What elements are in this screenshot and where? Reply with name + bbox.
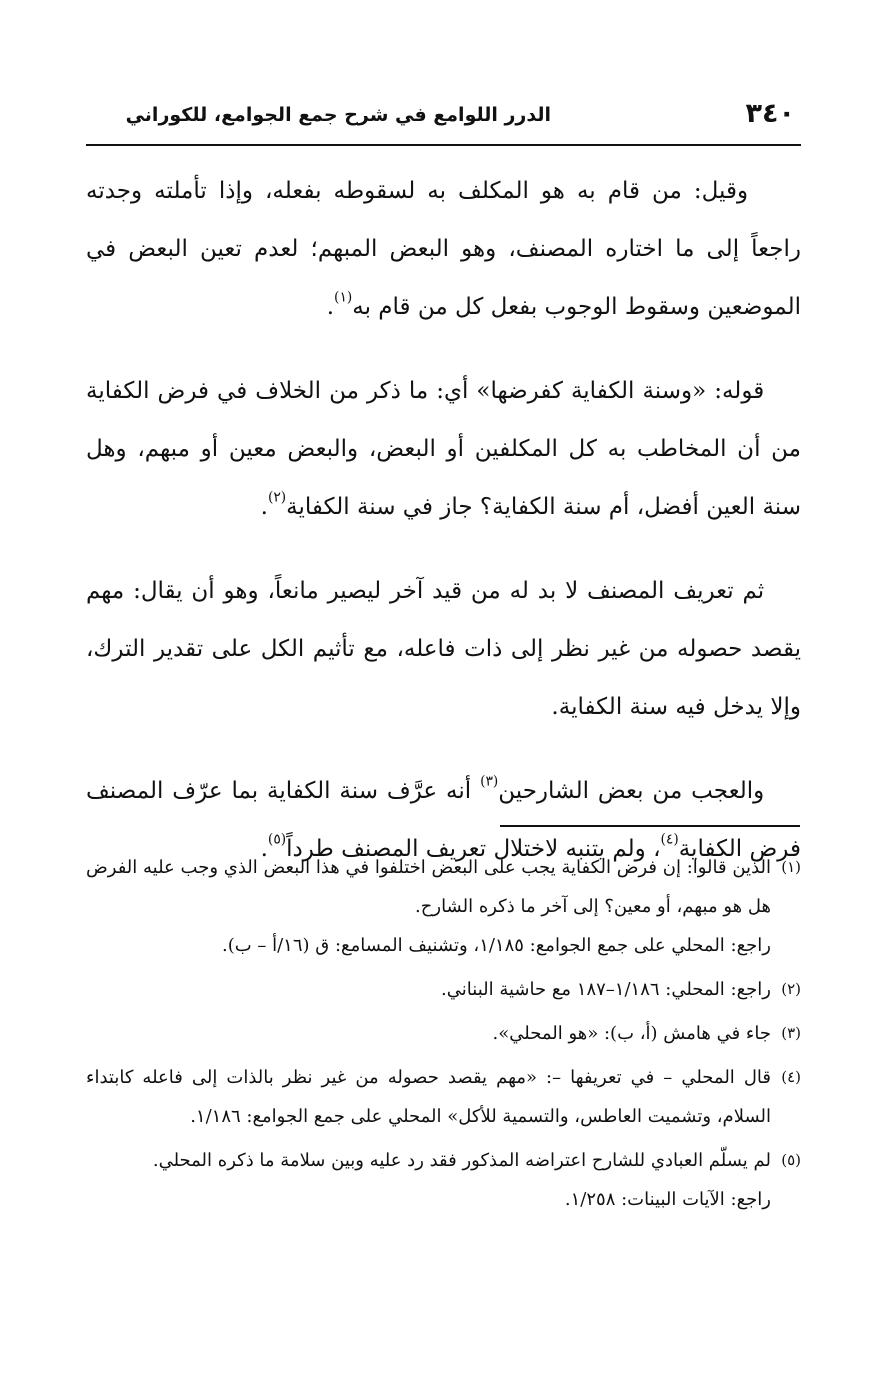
footnote-ref: (٣) — [480, 773, 499, 790]
running-title: الدرر اللوامع في شرح جمع الجوامع، للكوراني — [125, 104, 551, 126]
paragraph-tail: . — [326, 294, 335, 320]
footnote-number: (٢) — [781, 980, 801, 998]
footnote-text: قال المحلي – في تعريفها –: «مهم يقصد حصوله من غير نظر بالذات إلى فاعله كابتداء السلام، وتشميت العاطس، والتسمية للأكل» المحلي على جمع الجوامع: ١/١٨٦. — [86, 1067, 771, 1127]
paragraph-text: أنه عرَّف سنة الكفاية بما عرّف المصنف فرض الكفاية — [86, 778, 801, 862]
paragraph-text: ثم تعريف المصنف لا بد له من قيد آخر ليصير مانعاً، وهو أن يقال: مهم يقصد حصوله من غير نظر إلى ذات فاعله، مع تأثيم الكل على تقدير الترك، وإلا يدخل فيه سنة الكفاية. — [86, 578, 801, 720]
paragraph-tail: . — [260, 836, 268, 862]
paragraph — [86, 162, 801, 336]
paragraph-text: ، ولم يتنبه لاختلال تعريف المصنف طرداً — [286, 836, 661, 862]
footnote-number: (١) — [781, 858, 801, 876]
footnote — [86, 1141, 801, 1219]
paragraph-text: والعجب من بعض الشارحين — [498, 778, 765, 804]
paragraph-tail: . — [260, 494, 268, 520]
footnote-divider — [500, 825, 800, 827]
paragraph-text: وقيل: من قام به هو المكلف به لسقوطه بفعله، وإذا تأملته وجدته راجعاً إلى ما اختاره المصنف، وهو البعض المبهم؛ لعدم تعين البعض في الموضعين وسقوط الوجوب بفعل كل من قام به — [86, 178, 801, 320]
paragraph — [86, 562, 801, 736]
footnote-text: جاء في هامش (أ، ب): «هو المحلي». — [492, 1023, 771, 1044]
main-text — [86, 162, 801, 904]
page-header — [86, 96, 801, 146]
footnotes — [86, 848, 801, 1224]
footnote-ref: (٥) — [267, 831, 287, 848]
footnote-text: لم يسلّم العبادي للشارح اعتراضه المذكور فقد رد عليه وبين سلامة ما ذكره المحلي. — [152, 1150, 771, 1171]
footnote — [86, 1058, 801, 1136]
footnote — [86, 848, 801, 965]
footnote-text: راجع: المحلي على جمع الجوامع: ١/١٨٥، وتشنيف المسامع: ق (١٦/أ – ب). — [221, 935, 771, 956]
footnote-number: (٥) — [781, 1151, 801, 1169]
paragraph — [86, 362, 801, 536]
footnote-text: راجع: الآيات البينات: ١/٢٥٨. — [564, 1189, 771, 1210]
paragraph-text: قوله: «وسنة الكفاية كفرضها» أي: ما ذكر من الخلاف في فرض الكفاية من أن المخاطب به كل المكلفين أو البعض، والبعض معين أو مبهم، وهل سنة العين أفضل، أم سنة الكفاية؟ جاز في سنة الكفاية — [86, 378, 801, 520]
footnote-ref: (٢) — [267, 489, 287, 506]
footnote-number: (٤) — [781, 1068, 801, 1086]
footnote-number: (٣) — [781, 1024, 801, 1042]
footnote — [86, 1014, 801, 1053]
footnote — [86, 970, 801, 1009]
footnote-text: الذين قالوا: إن فرض الكفاية يجب على البعض اختلفوا في هذا البعض الذي وجب عليه الفرض هل هو مبهم، أو معين؟ إلى آخر ما ذكره الشارح. — [86, 857, 771, 917]
page-number: ٣٤٠ — [745, 98, 795, 129]
footnote-text: راجع: المحلي: ١/١٨٦–١٨٧ مع حاشية البناني. — [441, 979, 771, 1000]
footnote-ref: (٤) — [660, 831, 679, 848]
footnote-ref: (١) — [334, 289, 353, 306]
